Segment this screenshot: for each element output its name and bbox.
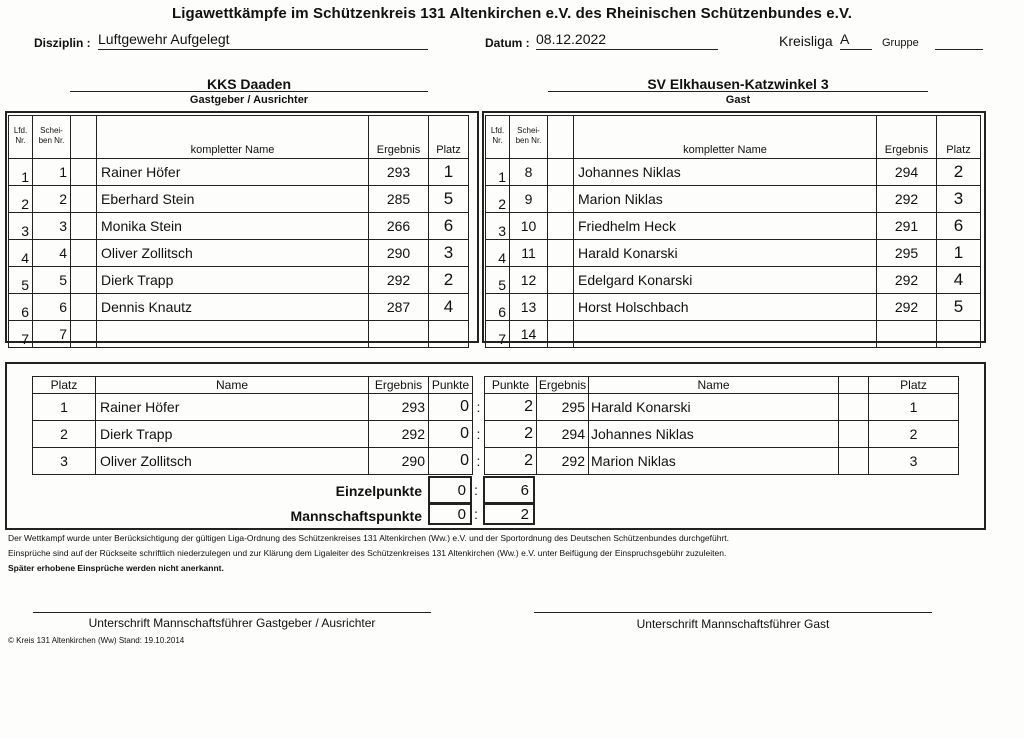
ergebnis-cell: 291 — [877, 213, 937, 240]
table-row — [486, 240, 981, 267]
summary-row — [33, 421, 959, 448]
table-row — [486, 321, 981, 348]
scheibe-cell: 14 — [510, 321, 548, 348]
blank-cell — [71, 321, 97, 348]
sum-guest-name-cell: Harald Konarski — [589, 394, 839, 421]
disziplin-field — [98, 31, 428, 50]
lfd-cell: 6 — [486, 294, 510, 321]
signature-guest-label: Unterschrift Mannschaftsführer Gast — [636, 617, 830, 631]
sum-home-name-cell: Rainer Höfer — [96, 394, 369, 421]
signature-line-guest — [534, 612, 932, 613]
ergebnis-cell: 292 — [369, 267, 429, 294]
platz-cell — [429, 321, 469, 348]
sum-guest-punkte-cell: 2 — [485, 421, 537, 448]
guest-team-underline — [548, 91, 928, 92]
sum-blank-cell — [839, 421, 869, 448]
blank-cell — [548, 186, 574, 213]
col-ergebnis: Ergebnis — [369, 116, 429, 159]
table-row — [486, 159, 981, 186]
scheibe-cell: 7 — [33, 321, 71, 348]
document-title: Ligawettkämpfe im Schützenkreis 131 Altenkirchen e.V. des Rheinischen Schützenbundes e.V. — [172, 5, 852, 22]
sum-col-platz-guest: Platz — [869, 377, 959, 394]
ergebnis-cell: 292 — [877, 186, 937, 213]
ergebnis-cell — [369, 321, 429, 348]
sum-colon-cell: : — [476, 426, 481, 442]
platz-cell: 3 — [937, 186, 981, 213]
scheibe-cell: 4 — [33, 240, 71, 267]
platz-cell: 6 — [937, 213, 981, 240]
home-results-table — [8, 115, 469, 348]
kreisliga-value: A — [840, 31, 850, 47]
name-cell: Monika Stein — [97, 213, 369, 240]
ergebnis-cell: 293 — [369, 159, 429, 186]
platz-cell: 4 — [937, 267, 981, 294]
table-row — [9, 213, 469, 240]
blank-cell — [548, 321, 574, 348]
mannschaftspunkte-colon: : — [474, 506, 478, 522]
lfd-cell: 4 — [9, 240, 33, 267]
footer-notes — [8, 531, 1018, 576]
footer-line-1: Der Wettkampf wurde unter Berücksichtigung der gültigen Liga-Ordnung des Schützenkreises 131 Altenkirchen (Ww.) e.V. und der Sportordnung des Deutschen Schützenbundes durchgeführt. — [8, 533, 730, 543]
lfd-cell: 4 — [486, 240, 510, 267]
guest-team-name: SV Elkhausen-Katzwinkel 3 — [647, 76, 829, 92]
table-row — [9, 240, 469, 267]
scheibe-cell: 12 — [510, 267, 548, 294]
scheibe-cell: 11 — [510, 240, 548, 267]
name-cell — [97, 321, 369, 348]
sum-home-punkte-cell: 0 — [429, 448, 473, 475]
platz-cell: 6 — [429, 213, 469, 240]
platz-cell — [937, 321, 981, 348]
blank-cell — [71, 186, 97, 213]
signature-line-home — [33, 612, 431, 613]
sum-guest-punkte-cell: 2 — [485, 394, 537, 421]
sum-col-blank — [839, 377, 869, 394]
scheibe-cell: 5 — [33, 267, 71, 294]
lfd-cell: 1 — [486, 159, 510, 186]
sum-guest-ergebnis-cell: 295 — [537, 394, 589, 421]
scheibe-cell: 6 — [33, 294, 71, 321]
sum-col-punkte: Punkte — [429, 377, 473, 394]
sum-home-name-cell: Oliver Zollitsch — [96, 448, 369, 475]
guest-results-table — [485, 115, 981, 348]
scheibe-cell: 13 — [510, 294, 548, 321]
ergebnis-cell: 294 — [877, 159, 937, 186]
mannschaftspunkte-label: Mannschaftspunkte — [290, 508, 422, 524]
platz-cell: 1 — [937, 240, 981, 267]
lfd-cell: 5 — [486, 267, 510, 294]
sum-home-punkte-cell: 0 — [429, 394, 473, 421]
sum-col-punkte-guest: Punkte — [485, 377, 537, 394]
blank-cell — [548, 159, 574, 186]
einzelpunkte-colon: : — [474, 482, 478, 498]
mannschaftspunkte-guest: 2 — [483, 503, 535, 525]
blank-cell — [548, 240, 574, 267]
sum-platz-cell: 1 — [33, 394, 96, 421]
sum-home-ergebnis-cell: 292 — [369, 421, 429, 448]
scheibe-cell: 3 — [33, 213, 71, 240]
blank-cell — [71, 213, 97, 240]
col-platz: Platz — [429, 116, 469, 159]
platz-cell: 5 — [429, 186, 469, 213]
copyright-note: © Kreis 131 Altenkirchen (Ww) Stand: 19.10.2014 — [8, 636, 185, 645]
sum-platz-cell: 3 — [33, 448, 96, 475]
signature-home-label: Unterschrift Mannschaftsführer Gastgeber / Ausrichter — [88, 616, 376, 630]
lfd-cell: 1 — [9, 159, 33, 186]
blank-cell — [71, 267, 97, 294]
col-scheibe: Schei- ben Nr. — [33, 116, 71, 159]
blank-cell — [548, 267, 574, 294]
table-row — [486, 213, 981, 240]
ergebnis-cell: 292 — [877, 294, 937, 321]
einzelpunkte-label: Einzelpunkte — [335, 483, 422, 499]
blank-cell — [548, 294, 574, 321]
name-cell: Eberhard Stein — [97, 186, 369, 213]
col-scheibe: Schei- ben Nr. — [510, 116, 548, 159]
col-blank — [71, 116, 97, 159]
table-row — [9, 294, 469, 321]
disziplin-value: Luftgewehr Aufgelegt — [98, 31, 230, 47]
kreisliga-label: Kreisliga — [779, 33, 833, 49]
table-row — [9, 321, 469, 348]
footer-line-3: Später erhobene Einsprüche werden nicht anerkannt. — [8, 563, 224, 573]
platz-cell: 2 — [429, 267, 469, 294]
blank-cell — [71, 294, 97, 321]
sum-guest-name-cell: Johannes Niklas — [589, 421, 839, 448]
sum-guest-ergebnis-cell: 294 — [537, 421, 589, 448]
table-row — [486, 294, 981, 321]
datum-label: Datum : — [485, 36, 530, 50]
gruppe-label: Gruppe — [882, 37, 919, 49]
sum-col-gap — [473, 377, 485, 394]
ergebnis-cell: 285 — [369, 186, 429, 213]
scheibe-cell: 8 — [510, 159, 548, 186]
name-cell — [574, 321, 877, 348]
name-cell: Dierk Trapp — [97, 267, 369, 294]
lfd-cell: 2 — [486, 186, 510, 213]
footer-line-2: Einsprüche sind auf der Rückseite schriftlich niederzulegen und zur Klärung dem Ligaleiter des Schützenkreises 131 Altenkirchen (Ww.) e.V. unter Beifügung der Einspruchsgebühr zuzuleiten. — [8, 548, 727, 558]
sum-col-ergebnis: Ergebnis — [369, 377, 429, 394]
col-lfd: Lfd. Nr. — [9, 116, 33, 159]
platz-cell: 1 — [429, 159, 469, 186]
col-name: kompletter Name — [574, 116, 877, 159]
table-row — [486, 186, 981, 213]
ergebnis-cell — [877, 321, 937, 348]
sum-home-ergebnis-cell: 293 — [369, 394, 429, 421]
name-cell: Harald Konarski — [574, 240, 877, 267]
sum-blank-cell — [839, 448, 869, 475]
name-cell: Horst Holschbach — [574, 294, 877, 321]
scheibe-cell: 2 — [33, 186, 71, 213]
lfd-cell: 2 — [9, 186, 33, 213]
einzelpunkte-guest: 6 — [483, 476, 535, 504]
sum-guest-platz-cell: 2 — [869, 421, 959, 448]
home-team-role: Gastgeber / Ausrichter — [189, 94, 309, 106]
sum-col-name-guest: Name — [589, 377, 839, 394]
sum-blank-cell — [839, 394, 869, 421]
sum-home-ergebnis-cell: 290 — [369, 448, 429, 475]
blank-cell — [71, 159, 97, 186]
lfd-cell: 3 — [486, 213, 510, 240]
platz-cell: 5 — [937, 294, 981, 321]
sum-guest-platz-cell: 1 — [869, 394, 959, 421]
kreisliga-field — [840, 31, 872, 50]
name-cell: Friedhelm Heck — [574, 213, 877, 240]
col-name: kompletter Name — [97, 116, 369, 159]
scheibe-cell: 10 — [510, 213, 548, 240]
datum-field — [536, 31, 718, 50]
blank-cell — [548, 213, 574, 240]
lfd-cell: 7 — [9, 321, 33, 348]
table-row — [9, 159, 469, 186]
home-team-name: KKS Daaden — [206, 76, 292, 92]
sum-platz-cell: 2 — [33, 421, 96, 448]
ergebnis-cell: 266 — [369, 213, 429, 240]
platz-cell: 3 — [429, 240, 469, 267]
col-lfd: Lfd. Nr. — [486, 116, 510, 159]
name-cell: Marion Niklas — [574, 186, 877, 213]
mannschaftspunkte-home: 0 — [428, 503, 472, 525]
col-platz: Platz — [937, 116, 981, 159]
ergebnis-cell: 292 — [877, 267, 937, 294]
col-blank — [548, 116, 574, 159]
lfd-cell: 3 — [9, 213, 33, 240]
blank-cell — [71, 240, 97, 267]
table-row — [9, 267, 469, 294]
name-cell: Dennis Knautz — [97, 294, 369, 321]
sum-colon-cell: : — [476, 453, 481, 469]
summary-table — [32, 376, 959, 475]
gruppe-field — [935, 31, 983, 50]
scheibe-cell: 9 — [510, 186, 548, 213]
sum-guest-ergebnis-cell: 292 — [537, 448, 589, 475]
table-row — [486, 267, 981, 294]
sum-col-name: Name — [96, 377, 369, 394]
sum-colon-cell: : — [476, 399, 481, 415]
name-cell: Rainer Höfer — [97, 159, 369, 186]
table-row — [9, 186, 469, 213]
disziplin-label: Disziplin : — [34, 36, 91, 50]
platz-cell: 2 — [937, 159, 981, 186]
datum-value: 08.12.2022 — [536, 31, 607, 47]
lfd-cell: 5 — [9, 267, 33, 294]
platz-cell: 4 — [429, 294, 469, 321]
lfd-cell: 6 — [9, 294, 33, 321]
lfd-cell: 7 — [486, 321, 510, 348]
ergebnis-cell: 287 — [369, 294, 429, 321]
guest-team-role: Gast — [725, 94, 751, 106]
sum-guest-punkte-cell: 2 — [485, 448, 537, 475]
sum-home-name-cell: Dierk Trapp — [96, 421, 369, 448]
summary-row — [33, 448, 959, 475]
name-cell: Edelgard Konarski — [574, 267, 877, 294]
home-team-underline — [70, 91, 428, 92]
ergebnis-cell: 295 — [877, 240, 937, 267]
scheibe-cell: 1 — [33, 159, 71, 186]
sum-guest-name-cell: Marion Niklas — [589, 448, 839, 475]
sum-guest-platz-cell: 3 — [869, 448, 959, 475]
name-cell: Johannes Niklas — [574, 159, 877, 186]
sum-col-ergebnis-guest: Ergebnis — [537, 377, 589, 394]
sum-col-platz: Platz — [33, 377, 96, 394]
ergebnis-cell: 290 — [369, 240, 429, 267]
einzelpunkte-home: 0 — [428, 476, 472, 504]
summary-row — [33, 394, 959, 421]
name-cell: Oliver Zollitsch — [97, 240, 369, 267]
sum-home-punkte-cell: 0 — [429, 421, 473, 448]
col-ergebnis: Ergebnis — [877, 116, 937, 159]
